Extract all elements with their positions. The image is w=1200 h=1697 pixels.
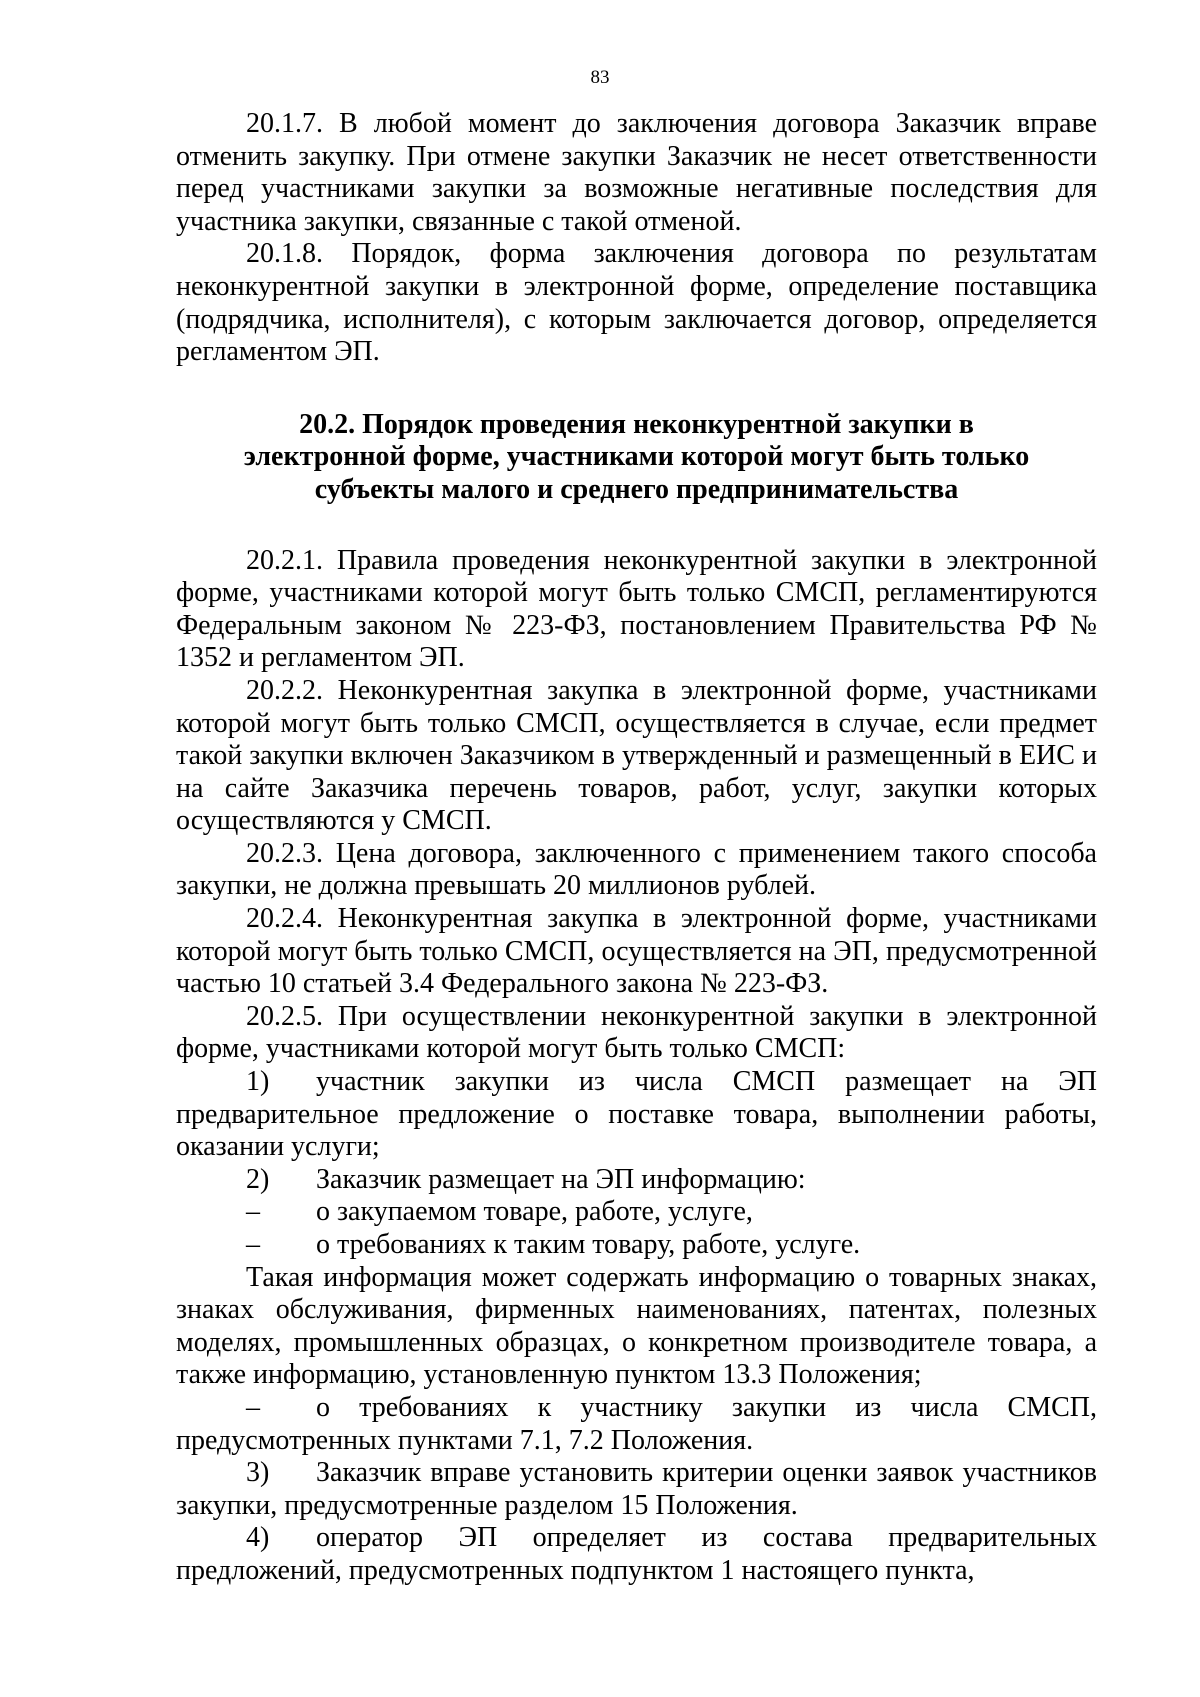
list-text-3: Заказчик вправе установить критерии оценки заявок участников закупки, предусмотренные разделом 15 Положения.: [176, 1457, 1097, 1521]
heading-line-3: субъекты малого и среднего предпринимательства: [314, 473, 959, 505]
list-item-4: [176, 1522, 1097, 1587]
list-number-1: 1): [246, 1066, 270, 1098]
section-heading-20-2: [176, 409, 1097, 507]
document-body: [176, 108, 1097, 1588]
list-text-2: Заказчик размещает на ЭП информацию:: [316, 1163, 806, 1195]
dash-item-1: [176, 1196, 1097, 1229]
paragraph-20-2-4: 20.2.4. Неконкурентная закупка в электронной форме, участниками которой могут быть только СМСП, осуществляется на ЭП, предусмотренной частью 10 статьей 3.4 Федерального закона № 223-ФЗ.: [176, 903, 1097, 1000]
dash-text-1: о закупаемом товаре, работе, услуге,: [316, 1196, 753, 1228]
paragraph-20-2-1: 20.2.1. Правила проведения неконкурентной закупки в электронной форме, участниками которой могут быть только СМСП, регламентируются Федеральным законом № 223-ФЗ, постановлением Правительства РФ № 1352 и регламентом ЭП.: [176, 544, 1097, 674]
list-text-4: оператор ЭП определяет из состава предварительных предложений, предусмотренных подпунктом 1 настоящего пункта,: [176, 1522, 1097, 1586]
dash-text-3: о требованиях к участнику закупки из числа СМСП, предусмотренных пунктами 7.1, 7.2 Положения.: [176, 1391, 1097, 1456]
heading-line-1: 20.2. Порядок проведения неконкурентной закупки в: [299, 408, 974, 440]
dash-item-3: [176, 1392, 1097, 1457]
heading-line-2: электронной форме, участниками которой могут быть только: [243, 441, 1030, 473]
paragraph-20-2-3: 20.2.3. Цена договора, заключенного с применением такого способа закупки, не должна превышать 20 миллионов рублей.: [176, 837, 1097, 902]
dash-marker-3: –: [246, 1391, 260, 1423]
list-number-2: 2): [246, 1163, 270, 1195]
page-number: 83: [590, 67, 610, 88]
list-number-3: 3): [246, 1457, 270, 1489]
paragraph-20-1-7: 20.1.7. В любой момент до заключения договора Заказчик вправе отменить закупку. При отмене закупки Заказчик не несет ответственности перед участниками закупки за возможные негативные последствия для участника закупки, связанные с такой отменой.: [176, 108, 1097, 237]
paragraph-20-2-5: 20.2.5. При осуществлении неконкурентной закупки в электронной форме, участниками которой могут быть только СМСП:: [176, 1000, 1097, 1065]
list-item-1: [176, 1066, 1097, 1164]
info-paragraph: Такая информация может содержать информацию о товарных знаках, знаках обслуживания, фирменных наименованиях, патентах, полезных моделях, промышленных образцах, о конкретном производителе товара, а также информацию, установленную пунктом 13.3 Положения;: [176, 1261, 1097, 1391]
dash-marker-2: –: [246, 1229, 260, 1260]
list-number-4: 4): [246, 1522, 270, 1554]
list-item-2: [176, 1164, 1097, 1197]
paragraph-20-1-8: 20.1.8. Порядок, форма заключения договора по результатам неконкурентной закупки в электронной форме, определение поставщика (подрядчика, исполнителя), с которым заключается договор, определяется регламентом ЭП.: [176, 238, 1097, 368]
dash-item-2: [176, 1229, 1097, 1262]
list-text-1: участник закупки из числа СМСП размещает на ЭП предварительное предложение о поставке товара, выполнении работы, оказании услуги;: [176, 1066, 1097, 1163]
paragraph-20-2-2: 20.2.2. Неконкурентная закупка в электронной форме, участниками которой могут быть только СМСП, осуществляется в случае, если предмет такой закупки включен Заказчиком в утвержденный и размещенный в ЕИС и на сайте Заказчика перечень товаров, работ, услуг, закупки которых осуществляются у СМСП.: [176, 674, 1097, 837]
dash-marker-1: –: [246, 1196, 260, 1228]
list-item-3: [176, 1457, 1097, 1522]
dash-text-2: о требованиях к таким товару, работе, услуге.: [316, 1229, 861, 1260]
